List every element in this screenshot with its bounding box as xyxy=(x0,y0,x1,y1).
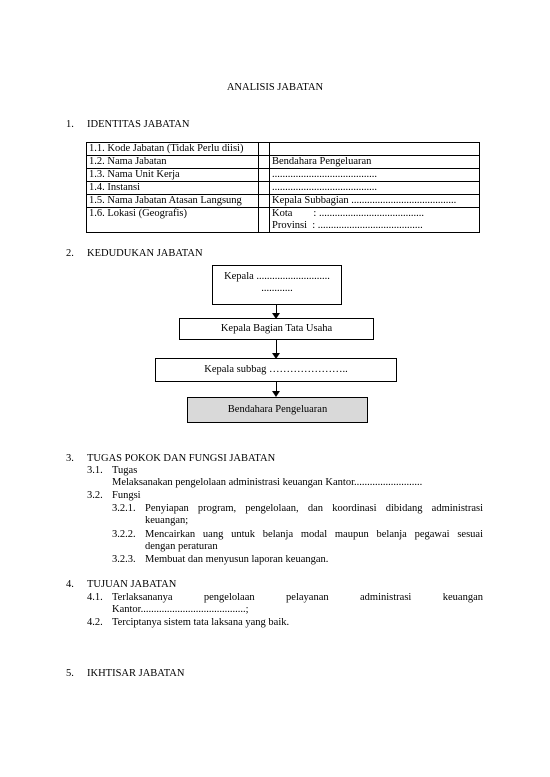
org-box-line: ............ xyxy=(261,283,293,294)
org-box-line: Kepala ............................ xyxy=(224,271,330,282)
item-number: 3.1. xyxy=(87,465,103,476)
item-number: 4.1. xyxy=(87,592,103,603)
org-box-label: Kepala Bagian Tata Usaha xyxy=(220,323,333,334)
org-box-kepala xyxy=(212,265,342,305)
table-row xyxy=(87,195,480,208)
item-text: Melaksanakan pengelolaan administrasi keuangan Kantor.......................... xyxy=(112,477,423,488)
table-row xyxy=(87,143,480,156)
section-heading: IKHTISAR JABATAN xyxy=(87,668,185,679)
item-text: Mencairkan uang untuk belanja modal maupun belanja pegawai sesuai xyxy=(145,529,483,540)
org-box-subbag xyxy=(155,358,397,382)
identity-location-cell xyxy=(270,208,480,233)
table-row xyxy=(87,169,480,182)
identity-separator xyxy=(259,143,270,156)
org-box-bendahara xyxy=(187,397,368,423)
item-text: Terciptanya sistem tata laksana yang baik. xyxy=(112,617,290,628)
item-text: Terlaksananya pengelolaan pelayanan administrasi keuangan xyxy=(112,592,483,603)
document-title: ANALISIS JABATAN xyxy=(226,82,324,93)
section-heading: TUJUAN JABATAN xyxy=(87,579,177,590)
identity-value: Kepala Subbagian ........................................ xyxy=(270,195,480,208)
identity-value: ........................................ xyxy=(270,169,480,182)
item-text: Kantor........................................; xyxy=(112,604,249,615)
item-text: Penyiapan program, pengelolaan, dan koordinasi dibidang administrasi xyxy=(145,503,483,514)
item-number: 3.2.2. xyxy=(112,529,136,540)
identity-table xyxy=(86,142,480,233)
section-number: 2. xyxy=(66,248,74,259)
identity-label: 1.4. Instansi xyxy=(87,182,259,195)
identity-label: 1.2. Nama Jabatan xyxy=(87,156,259,169)
org-box-bagian-tata-usaha xyxy=(179,318,374,340)
item-number: 3.2. xyxy=(87,490,103,501)
identity-value-city: Kota : ........................................ xyxy=(272,208,424,219)
section-number: 3. xyxy=(66,453,74,464)
identity-value xyxy=(270,143,480,156)
org-box-label: Kepala subbag ………………….. xyxy=(204,364,348,375)
item-number: 3.2.3. xyxy=(112,554,136,565)
identity-value: Bendahara Pengeluaran xyxy=(270,156,480,169)
identity-label: 1.1. Kode Jabatan (Tidak Perlu diisi) xyxy=(87,143,259,156)
section-heading: TUGAS POKOK DAN FUNGSI JABATAN xyxy=(87,453,276,464)
section-number: 4. xyxy=(66,579,74,590)
item-number: 3.2.1. xyxy=(112,503,136,514)
item-text: keuangan; xyxy=(145,515,189,526)
identity-label: 1.5. Nama Jabatan Atasan Langsung xyxy=(87,195,259,208)
item-heading: Fungsi xyxy=(112,490,141,501)
identity-separator xyxy=(259,156,270,169)
section-number: 1. xyxy=(66,119,74,130)
identity-separator xyxy=(259,182,270,195)
section-heading: KEDUDUKAN JABATAN xyxy=(87,248,203,259)
table-row xyxy=(87,208,480,233)
section-number: 5. xyxy=(66,668,74,679)
identity-label: 1.3. Nama Unit Kerja xyxy=(87,169,259,182)
section-heading: IDENTITAS JABATAN xyxy=(87,119,190,130)
item-number: 4.2. xyxy=(87,617,103,628)
identity-label: 1.6. Lokasi (Geografis) xyxy=(87,208,259,233)
identity-separator xyxy=(259,195,270,208)
identity-separator xyxy=(259,208,270,233)
item-text: dengan peraturan xyxy=(145,541,218,552)
item-heading: Tugas xyxy=(112,465,138,476)
identity-value: ........................................ xyxy=(270,182,480,195)
identity-value-province: Provinsi : ........................................ xyxy=(272,220,423,231)
table-row xyxy=(87,156,480,169)
table-row xyxy=(87,182,480,195)
org-box-label: Bendahara Pengeluaran xyxy=(227,404,328,415)
item-text: Membuat dan menyusun laporan keuangan. xyxy=(145,554,329,565)
identity-separator xyxy=(259,169,270,182)
